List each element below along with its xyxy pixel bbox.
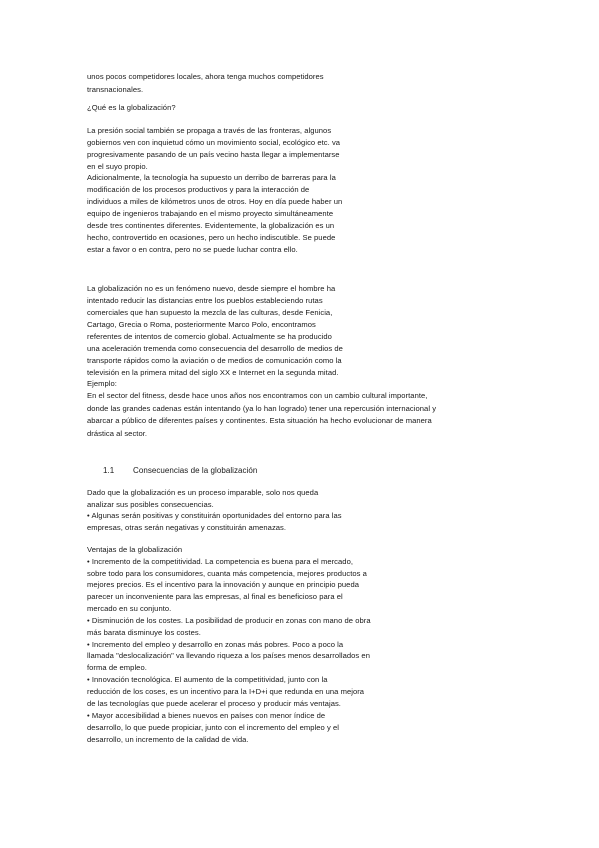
list-line: más barata disminuye los costes. (87, 628, 201, 637)
list-line: sobre todo para los consumidores, cuanta más competencia, mejores productos a (87, 569, 367, 578)
paragraph-line: progresivamente pasando de un país vecino hasta llegar a implementarse (87, 150, 340, 159)
paragraph-line: transnacionales. (87, 85, 144, 94)
paragraph-line: transporte rápidos como la aviación o de medios de comunicación como la (87, 356, 342, 365)
paragraph-line: desde tres continentes diferentes. Evidentemente, la globalización es un (87, 221, 335, 230)
list-line: • Disminución de los costes. La posibilidad de producir en zonas con mano de obra (87, 616, 371, 625)
paragraph-line: donde las grandes cadenas están intentando (ya lo han logrado) tener una repercusión internacional y (87, 404, 437, 413)
list-line: reducción de los coses, es un incentivo para la I+D+i que redunda en una mejora (87, 687, 365, 696)
paragraph-line: En el sector del fitness, desde hace unos años nos encontramos con un cambio cultural importante, (87, 391, 428, 400)
paragraph-line: individuos a miles de kilómetros unos de otros. Hoy en día puede haber un (87, 197, 343, 206)
list-line: • Incremento de la competitividad. La competencia es buena para el mercado, (87, 557, 354, 566)
list-line: llamada "deslocalización" va llevando riqueza a los países menos desarrollados en (87, 651, 370, 660)
list-line: parecer un inconveniente para las empresas, al final es beneficioso para el (87, 592, 343, 601)
list-line: • Incremento del empleo y desarrollo en zonas más pobres. Poco a poco la (87, 640, 344, 649)
list-line: • Innovación tecnológica. El aumento de la competitividad, junto con la (87, 675, 328, 684)
question-heading: ¿Qué es la globalización? (87, 103, 176, 112)
paragraph-line: analizar sus posibles consecuencias. (87, 500, 214, 509)
list-line: mercado en su conjunto. (87, 604, 172, 613)
paragraph-line: equipo de ingenieros trabajando en el mismo proyecto simultáneamente (87, 209, 334, 218)
paragraph-line: empresas, otras serán negativas y constituirán amenazas. (87, 523, 287, 532)
paragraph-line: La globalización no es un fenómeno nuevo, desde siempre el hombre ha (87, 284, 336, 293)
example-label: Ejemplo: (87, 379, 117, 388)
paragraph-line: hecho, controvertido en ocasiones, pero un hecho indiscutible. Se puede (87, 233, 336, 242)
paragraph-line: en el suyo propio. (87, 162, 148, 171)
paragraph-line: Adicionalmente, la tecnología ha supuesto un derribo de barreras para la (87, 173, 336, 182)
list-line: mejores precios. Es el incentivo para la innovación y aunque en principio pueda (87, 580, 360, 589)
list-line: de las tecnologías que puede acelerar el proceso y producir más ventajas. (87, 699, 341, 708)
paragraph-line: una aceleración tremenda como consecuencia del desarrollo de medios de (87, 344, 343, 353)
paragraph-line: • Algunas serán positivas y constituirán oportunidades del entorno para las (87, 511, 342, 520)
paragraph-line: abarcar a público de diferentes países y continentes. Esta situación ha hecho evolucionar de manera (87, 416, 432, 425)
paragraph-line: referentes de intentos de comercio global. Actualmente se ha producido (87, 332, 332, 341)
section-number: 1.1 (103, 466, 115, 475)
section-title: Consecuencias de la globalización (133, 466, 258, 475)
list-line: desarrollo, un incremento de la calidad de vida. (87, 735, 249, 744)
section-heading (103, 466, 257, 476)
paragraph-line: Dado que la globalización es un proceso imparable, solo nos queda (87, 488, 319, 497)
paragraph-line: estar a favor o en contra, pero no se puede luchar contra ello. (87, 245, 298, 254)
paragraph-line: drástica al sector. (87, 429, 148, 438)
paragraph-line: modificación de los procesos productivos y para la interacción de (87, 185, 310, 194)
paragraph-line: Cartago, Grecia o Roma, posteriormente Marco Polo, encontramos (87, 320, 316, 329)
list-line: forma de empleo. (87, 663, 147, 672)
paragraph-line: intentado reducir las distancias entre los pueblos estableciendo rutas (87, 296, 323, 305)
paragraph-line: comerciales que han supuesto la mezcla de las culturas, desde Fenicia, (87, 308, 333, 317)
list-line: desarrollo, lo que puede propiciar, junto con el incremento del empleo y el (87, 723, 339, 732)
list-line: • Mayor accesibilidad a bienes nuevos en países con menor índice de (87, 711, 326, 720)
paragraph-line: La presión social también se propaga a través de las fronteras, algunos (87, 126, 332, 135)
paragraph-line: gobiernos ven con inquietud cómo un movimiento social, ecológico etc. va (87, 138, 341, 147)
paragraph-line: televisión en la primera mitad del siglo XX e Internet en la segunda mitad. (87, 368, 339, 377)
paragraph-line: unos pocos competidores locales, ahora tenga muchos competidores (87, 72, 324, 81)
subsection-title: Ventajas de la globalización (87, 545, 183, 554)
